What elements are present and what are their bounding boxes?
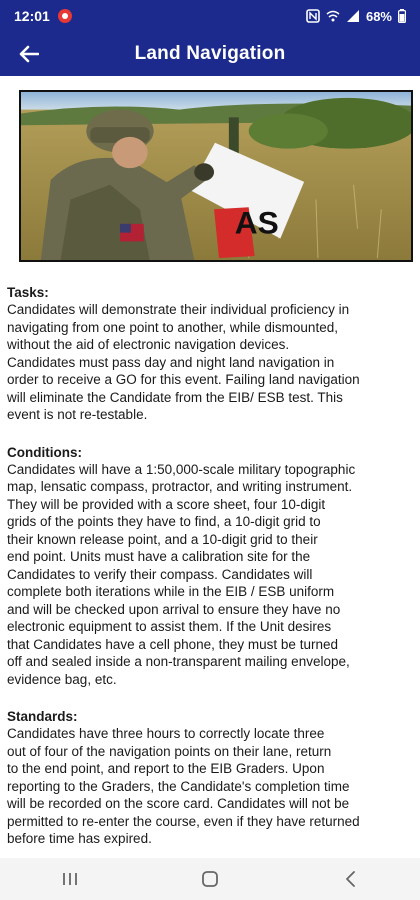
recents-button[interactable] [40,863,100,895]
sections [7,284,413,848]
hero-photo-soldier-land-navigation [19,90,413,262]
nfc-icon [306,9,320,23]
section-body: Candidates have three hours to correctly locate three out of four of the navigation points on their lane, return to the end point, and report to the EIB Graders. Upon reporting to the Graders, the Candidate's completion time will be recorded on the score card. Candidates will not be permitted to re-enter the course, even if they have returned before time has expired. [7,726,360,846]
battery-icon [398,9,406,23]
section-conditions [7,444,413,689]
hero-sign-text: AS [234,205,279,241]
section-heading: Conditions: [7,444,82,460]
wifi-icon [326,9,340,23]
section-body: Candidates will have a 1:50,000-scale military topographic map, lensatic compass, protractor, and writing instrument. They will be provided with a score sheet, four 10-digit grids of the points they have to find, a 10-digit grid to their known release point, and a 10-digit grid to their end point. Units must have a calibration site for the Candidates to verify their compass. Candidates will complete both iterations while in the EIB / ESB uniform and will be checked upon arrival to ensure they have no electronic equipment to assist them. If the Unit desires that Candidates have a cell phone, they must be turned off and sealed inside a non-transparent mailing envelope, evidence bag, etc. [7,461,356,687]
signal-icon [346,9,360,23]
nav-back-button[interactable] [320,863,380,895]
status-bar [0,0,420,32]
home-icon [201,870,219,888]
back-chevron-icon [343,870,357,888]
section-tasks [7,284,413,424]
section-heading: Tasks: [7,285,49,300]
status-right [306,9,406,24]
back-button[interactable] [14,40,44,68]
section-heading: Standards: [7,709,78,724]
status-left [14,8,72,24]
content-scroll-area[interactable] [0,76,420,858]
section-body: Candidates will demonstrate their individual proficiency in navigating from one point to another, while dismounted, without the aid of electronic navigation devices. Candidates must pass day and night land navigation in order to receive a GO for this event. Failing land navigation will eliminate the Candidate from the EIB/ ESB test. This event is not re-testable. [7,302,360,422]
app-bar [0,32,420,76]
screen-record-icon [58,9,72,23]
status-time: 12:01 [14,8,50,24]
arrow-left-icon [19,45,39,63]
battery-percent: 68% [365,8,392,24]
home-button[interactable] [180,863,240,895]
page-title: Land Navigation [134,43,286,64]
section-standards [7,708,413,848]
system-nav-bar [0,858,420,900]
recents-icon [61,871,79,887]
